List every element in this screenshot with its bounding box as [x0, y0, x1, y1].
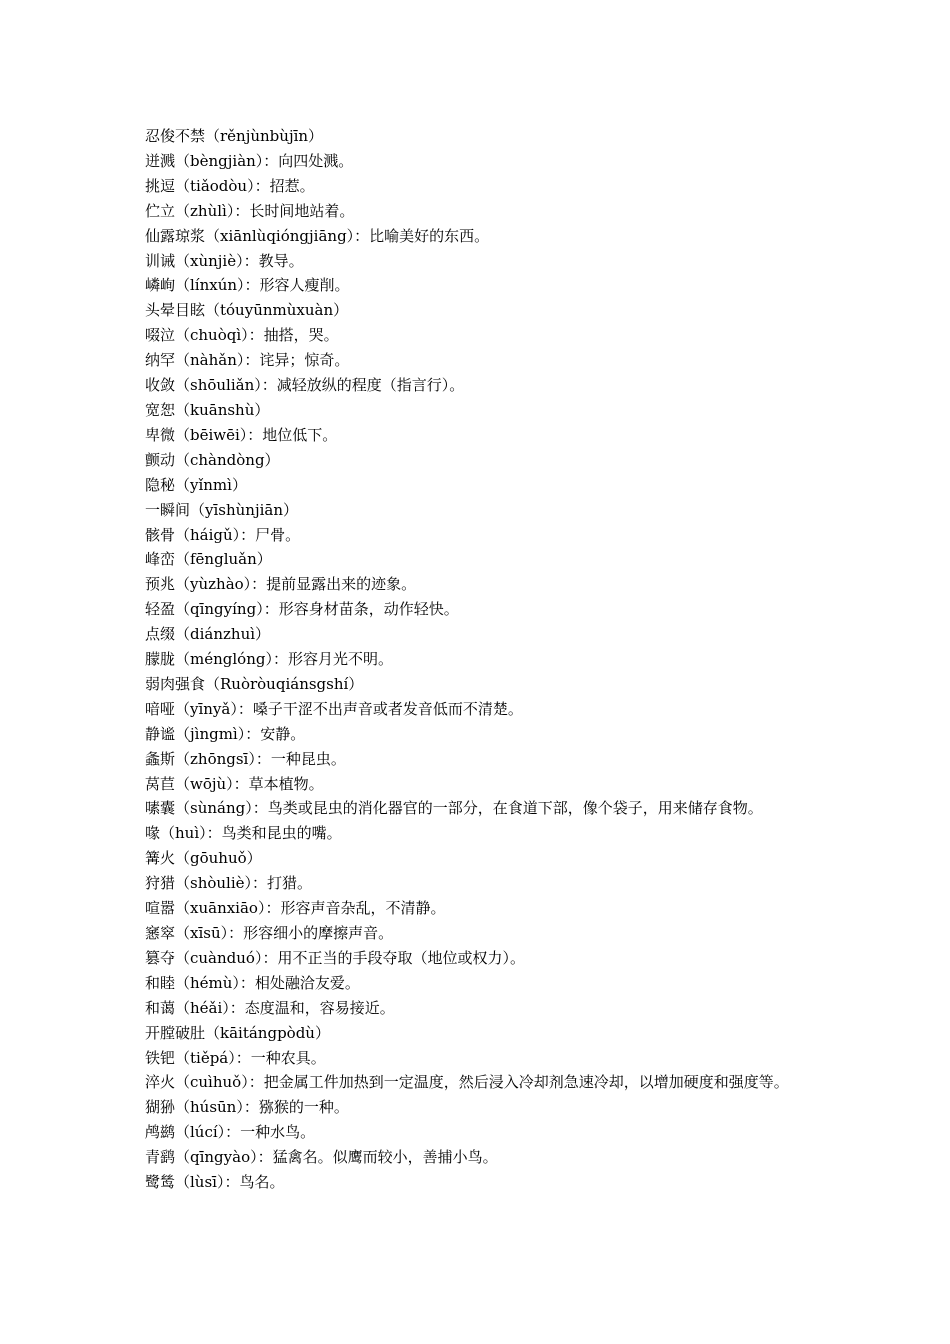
vocab-entry: 喑哑（yīnyǎ）：嗓子干涩不出声音或者发音低而不清楚。 — [145, 699, 523, 718]
vocab-entry: 挑逗（tiǎodòu）：招惹。 — [145, 176, 315, 195]
vocabulary-list — [145, 124, 815, 1195]
vocab-entry: 伫立（zhùlì）：长时间地站着。 — [145, 201, 355, 220]
vocab-entry: 训诫（xùnjiè）：教导。 — [145, 251, 304, 270]
vocab-entry: 喙（huì）：鸟类和昆虫的嘴。 — [145, 824, 342, 843]
vocab-entry: 轻盈（qīngyíng）：形容身材苗条，动作轻快。 — [145, 600, 459, 619]
vocab-entry: 预兆（yùzhào）：提前显露出来的迹象。 — [145, 575, 417, 594]
vocab-entry: 螽斯（zhōngsī）：一种昆虫。 — [145, 749, 346, 768]
vocab-entry: 窸窣（xīsū）：形容细小的摩擦声音。 — [145, 924, 394, 942]
vocab-entry: 嗉囊（sùnáng）：鸟类或昆虫的消化器官的一部分，在食道下部，像个袋子，用来储存食物。 — [145, 799, 763, 818]
vocab-entry: 猢狲（húsūn）：猕猴的一种。 — [145, 1098, 349, 1117]
vocab-entry: 莴苣（wōjù）：草本植物。 — [145, 774, 324, 793]
vocab-entry: 和睦（hémù）：相处融洽友爱。 — [145, 973, 360, 992]
vocab-entry: 静谧（jìngmì）：安静。 — [145, 724, 306, 743]
vocab-entry: 忍俊不禁（rěnjùnbùjīn） — [145, 127, 324, 145]
vocab-entry: 点缀（diánzhuì） — [145, 625, 271, 644]
vocab-entry: 头晕目眩（tóuyūnmùxuàn） — [145, 301, 349, 320]
vocab-entry: 铁钯（tiěpá）：一种农具。 — [145, 1048, 326, 1067]
vocab-entry: 峰峦（fēngluǎn） — [145, 550, 272, 569]
vocab-entry: 骸骨（háigǔ）：尸骨。 — [145, 525, 301, 544]
vocab-entry: 啜泣（chuòqì）：抽搭，哭。 — [145, 326, 339, 345]
vocab-entry: 淬火（cuìhuǒ）：把金属工件加热到一定温度，然后浸入冷却剂急速冷却，以增加硬度和强度等。 — [145, 1073, 789, 1092]
vocab-entry: 嶙峋（línxún）：形容人瘦削。 — [145, 276, 350, 295]
vocab-entry: 一瞬间（yīshùnjiān） — [145, 500, 299, 519]
vocab-entry: 卑微（bēiwēi）：地位低下。 — [145, 425, 338, 444]
vocab-entry: 和蔼（héǎi）：态度温和，容易接近。 — [145, 998, 395, 1017]
vocab-entry: 篡夺（cuànduó）：用不正当的手段夺取（地位或权力）。 — [145, 948, 525, 967]
vocab-entry: 鸬鹚（lúcí）：一种水鸟。 — [145, 1123, 316, 1142]
vocab-entry: 喧嚣（xuānxiāo）：形容声音杂乱，不清静。 — [145, 899, 446, 918]
vocab-entry: 篝火（gōuhuǒ） — [145, 849, 262, 868]
vocab-entry: 开膛破肚（kāitángpòdù） — [145, 1023, 330, 1042]
vocab-entry: 迸溅（bèngjiàn）：向四处溅。 — [145, 151, 354, 170]
vocab-entry: 纳罕（nàhǎn）：诧异；惊奇。 — [145, 351, 350, 370]
vocab-entry: 狩猎（shòuliè）：打猎。 — [145, 874, 313, 893]
vocab-entry: 朦胧（ménglóng）：形容月光不明。 — [145, 650, 393, 669]
vocab-entry: 隐秘（yǐnmì） — [145, 475, 247, 494]
vocab-entry: 宽恕（kuānshù） — [145, 400, 270, 419]
vocab-entry: 颤动（chàndòng） — [145, 450, 280, 469]
vocab-entry: 弱肉强食（Ruòròuqiánsgshí） — [145, 674, 364, 693]
vocab-entry: 仙露琼浆（xiānlùqióngjiāng）：比喻美好的东西。 — [145, 226, 490, 245]
vocab-entry: 青鹞（qīngyào）：猛禽名。似鹰而较小，善捕小鸟。 — [145, 1148, 498, 1167]
vocab-entry: 收敛（shōuliǎn）：减轻放纵的程度（指言行）。 — [145, 376, 465, 395]
vocab-entry: 鹭鸶（lùsī）：鸟名。 — [145, 1173, 285, 1192]
